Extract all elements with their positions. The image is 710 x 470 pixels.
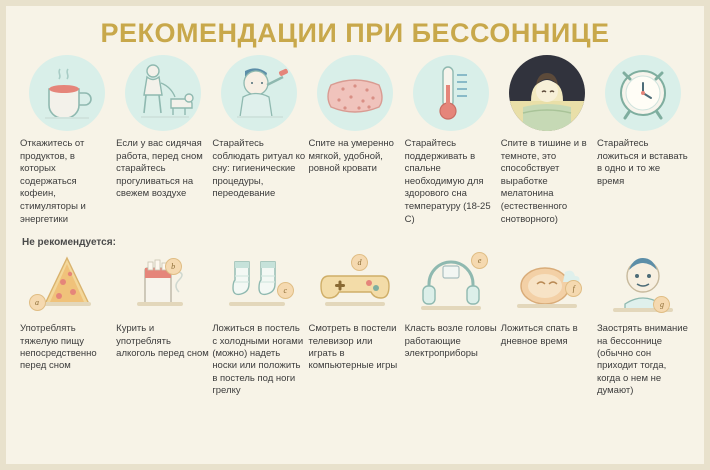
recommendation-item bbox=[212, 55, 305, 226]
not-recommended-text: Смотреть в постели телевизор или играть в компьютерные игры bbox=[308, 323, 398, 372]
not-recommended-item bbox=[308, 252, 401, 397]
not-recommended-text: Курить и употреблять алкоголь перед сном bbox=[116, 323, 209, 359]
recommendation-text: Старайтесь соблюдать ритуал ко сну: гигиенические процедуры, переодевание bbox=[212, 138, 306, 200]
item-badge: g bbox=[653, 296, 670, 313]
item-badge: a bbox=[29, 294, 46, 311]
recommendation-item bbox=[308, 55, 401, 226]
not-recommended-text: Класть возле головы работающие электроприборы bbox=[404, 323, 497, 359]
alarm-clock-icon bbox=[605, 55, 681, 131]
thermometer-icon bbox=[413, 55, 489, 131]
recommendation-text: Спите на умеренно мягкой, удобной, ровной кровати bbox=[308, 138, 394, 175]
item-badge: e bbox=[471, 252, 488, 269]
coffee-cup-icon bbox=[29, 55, 105, 131]
socks-icon bbox=[215, 252, 303, 318]
recommendation-text: Если у вас сидячая работа, перед сном старайтесь прогуливаться на свежем воздухе bbox=[116, 138, 203, 200]
not-recommended-item bbox=[597, 252, 690, 397]
pizza-slice-icon bbox=[23, 252, 111, 318]
not-recommended-text: Употреблять тяжелую пищу непосредственно перед сном bbox=[20, 323, 97, 372]
recommendation-item bbox=[405, 55, 498, 226]
pillow-icon bbox=[317, 55, 393, 131]
item-badge: d bbox=[351, 254, 368, 271]
not-recommended-text: Ложиться в постель с холодными ногами (можно) надеть носки или положить в постель под ноги грелку bbox=[212, 323, 304, 397]
recommendation-text: Старайтесь поддерживать в спальне необходимую для здорового сна температуру (18-25 С) bbox=[404, 138, 491, 225]
recommendation-item bbox=[597, 55, 690, 226]
item-badge: c bbox=[277, 282, 294, 299]
not-recommended-item bbox=[20, 252, 113, 397]
recommendation-item bbox=[501, 55, 594, 226]
person-walking-dog-icon bbox=[125, 55, 201, 131]
item-badge: f bbox=[565, 280, 582, 297]
recommended-row bbox=[6, 55, 704, 226]
not-recommended-row bbox=[6, 252, 704, 397]
cigarettes-and-alcohol-icon bbox=[119, 252, 207, 318]
not-recommended-item bbox=[405, 252, 498, 397]
recommendation-item bbox=[116, 55, 209, 226]
gamepad-icon bbox=[311, 252, 399, 318]
worried-person-icon bbox=[599, 252, 687, 318]
not-recommended-item bbox=[501, 252, 594, 397]
page-title: РЕКОМЕНДАЦИИ ПРИ БЕССОННИЦЕ bbox=[100, 18, 610, 48]
not-recommended-item bbox=[212, 252, 305, 397]
not-recommended-item bbox=[116, 252, 209, 397]
not-recommended-text: Ложиться спать в дневное время bbox=[500, 323, 578, 347]
person-brushing-teeth-icon bbox=[221, 55, 297, 131]
recommendation-text: Откажитесь от продуктов, в которых содержаться кофеин, стимуляторы и энергетики bbox=[20, 138, 86, 225]
recommendation-item bbox=[20, 55, 113, 226]
recommendation-text: Спите в тишине и в темноте, это способствует выработке мелатонина (естественного снотворного) bbox=[500, 138, 587, 225]
headphones-icon bbox=[407, 252, 495, 318]
sleeping-person-dark-icon bbox=[509, 55, 585, 131]
sleeping-in-daytime-icon bbox=[503, 252, 591, 318]
recommendation-text: Старайтесь ложиться и вставать в одно и то же время bbox=[596, 138, 688, 187]
not-recommended-text: Заострять внимание на бессоннице (обычно сон приходит тогда, когда о нем не думают) bbox=[596, 323, 688, 397]
item-badge: b bbox=[165, 258, 182, 275]
not-recommended-label: Не рекомендуется: bbox=[22, 237, 116, 249]
